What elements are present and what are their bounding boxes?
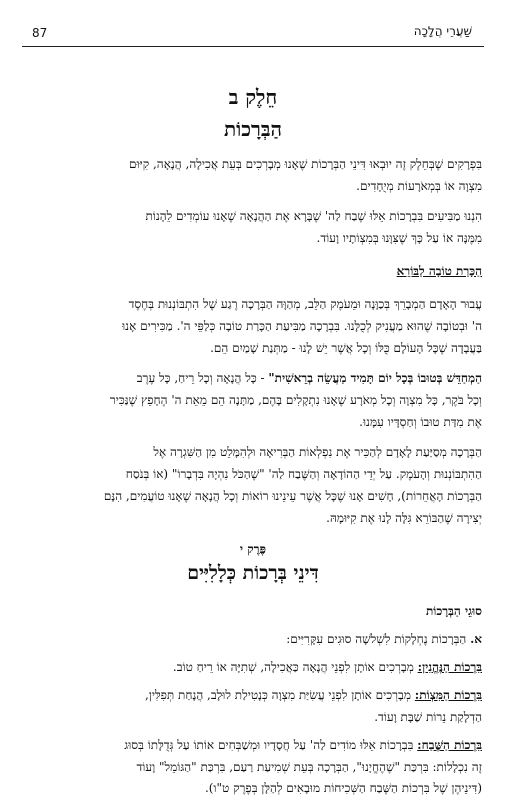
page-number: 87 xyxy=(32,26,48,40)
body-line: יְצִירָה שֶׁהַבּוֹרֵא גִּלָּה לָנוּ אֶת קִיּוּמָהּ. xyxy=(326,511,482,525)
item-label: א. xyxy=(470,632,482,646)
item-label: בִּרְכוֹת הַשֶּׁבַח: xyxy=(417,738,482,752)
body-line: הַדְלָקַת נֵרוֹת שַׁבָּת וָעוֹד. xyxy=(374,710,482,724)
body-line: הַבְּרָכוֹת הָאֲחֵרוֹת), חָשִׁים אָנוּ שֶׁכָּל אֲשֶׁר עֵינֵינוּ רוֹאוֹת וְכָל הֲנָאָה שֶׁאָנוּ טוֹעֲמִים, הִנָּם xyxy=(103,489,482,503)
intro-line: מִצְוָה אוֹ בְּמְאֹרָעוֹת מְיֻחָדִים. xyxy=(356,179,482,193)
intro-line: מִמֶּנָּה אוֹ עַל כָּךְ שֶׁצִּוָּנוּ בְּמִצְוֹתָיו וָעוֹד. xyxy=(316,231,482,245)
body-line: וְכָל בֹּקֶר, כָּל מִצְוָה וְכָל מְאֹרָע שֶׁאָנוּ נִתְקָלִים בָּהֶם, מַתָּנָה הֵם מֵאֵת ה' הֶחָפֵץ שֶׁנַּכִּיר xyxy=(109,393,482,407)
list-item xyxy=(24,734,482,756)
part-title: הַבְּרָכוֹת xyxy=(223,118,283,140)
item-text: הַבְּרָכוֹת נֶחְלָקוֹת לִשְׁלֹשָׁה סוּגִים עִקָּרִיִּים: xyxy=(286,632,471,646)
item-text: בִּבְרָכוֹת אֵלּוּ מוֹדִים לַה' עַל חֲסָדָיו וּמְשַׁבְּחִים אוֹתוֹ עַל גְּדֻלָּתוֹ בְּסוּג xyxy=(124,738,418,752)
body-text: - כָּל הֲנָאָה וְכָל רֵיחַ, כָּל עֶרֶב xyxy=(136,371,269,385)
item-text: מְבָרְכִים אוֹתָן לִפְנֵי עֲשִׂיַּת מִצְוָה כְּנָטִילַת לוּלָב, הֲנָחַת תְּפִלִּין, xyxy=(144,688,415,702)
running-title: שַׁעֲרֵי הֲלָכָה xyxy=(413,24,472,38)
chapter-title: דִּינֵי בְּרָכוֹת כְּלָלִיִּים xyxy=(187,562,319,584)
body-line xyxy=(24,367,482,389)
item-label: בִּרְכוֹת הַנֶּהֱנִין: xyxy=(417,660,482,674)
chapter-label: פֶּרֶק י xyxy=(239,542,267,556)
list-item xyxy=(24,656,482,678)
list-item xyxy=(24,684,482,706)
part-label: חֵלֶק ב xyxy=(228,86,278,108)
body-line: הַהִתְבּוֹנְנוּת וְהָעֹמֶק. עַל יְדֵי הַהוֹדָאָה וְהַשֶּׁבַח לַה' "שֶׁהַכֹּל נִהְיָה בִּדְבָרוֹ" (אוֹ בְּנֹסַח xyxy=(125,467,482,481)
item-label: בִּרְכוֹת הַמִּצְוֹת: xyxy=(414,688,482,702)
body-line: ה' וּבְטוֹבָה שֶׁהוּא מַעֲנִיק לְכֻלָּנוּ. בִּבְרָכָה מַבִּיעַת הַכָּרַת טוֹבָה כְּלַפֵּי ה'. מַכִּירִים אָנוּ xyxy=(122,319,482,333)
intro-line: בִּפְרָקִים שֶׁבְּחֵלֶק זֶה יוּבְאוּ דִּינֵי הַבְּרָכוֹת שֶׁאָנוּ מְבָרְכִים בְּעֵת אֲכִילָה, הֲנָאָה, קִיּוּם xyxy=(129,157,482,171)
body-line: אֶת מִדַּת טוּבוֹ וְחַסְדָּיו עִמָּנוּ. xyxy=(359,415,482,429)
page-header xyxy=(22,20,484,47)
list-item xyxy=(24,628,482,650)
body-line: בַּעֲבָדָה שֶׁכָּל הָעוֹלָם כֻּלּוֹ וְכָל אֲשֶׁר יֵשׁ לָנוּ - מַתְּנַת שָׁמַיִם הֵם. xyxy=(210,341,482,355)
section-heading: הַכָּרַת טוֹבָה לַבּוֹרֵא xyxy=(396,264,482,278)
body-line: הַבְּרָכָה מְסַיַּעַת לָאָדָם לְהַכִּיר אֶת נִפְלְאוֹת הַבְּרִיאָה וּלְהִמָּלֵט מִן הַשִּׁגְרָה אֶל xyxy=(153,445,482,459)
body-line: עֲבוּר הָאָדָם הַמְבָרֵךְ בְּכַוָּנָה וּמֵעֹמֶק הַלֵּב, מְהַוָּה הַבְּרָכָה רֶגַע שֶׁל הִתְבּוֹנְנוּת בְּחֶסֶד xyxy=(128,297,482,311)
section-heading: סוּגֵי הַבְּרָכוֹת xyxy=(425,604,482,618)
intro-line: הִנְנוּ מַבִּיעִים בִּבְרָכוֹת אֵלּוּ שֶׁבַח לַה' שֶׁבָּרָא אֶת הַהֲנָאָה שֶׁאָנוּ עוֹמְדִים לֵהָנוֹת xyxy=(145,209,482,223)
item-text: מְבָרְכִים אוֹתָן לִפְנֵי הֲנָאָה כַּאֲכִילָה, שְׁתִיָּה אוֹ רֵיחַ טוֹב. xyxy=(172,660,418,674)
quoted-blessing: הַמְחַדֵּשׁ בְּטוּבוֹ בְּכָל יוֹם תָּמִיד מַעֲשֵׂה בְרֵאשִׁית" xyxy=(268,371,482,385)
body-line: (דִּינֵיהֶן שֶׁל בִּרְכוֹת הַשֶּׁבַח הַשְּׁכִיחוֹת מוּבָאִים לְהַלָּן בְּפֶרֶק ט"ו). xyxy=(204,781,482,795)
body-line: זֶה נִכְלָלוֹת: בִּרְכַּת "שֶׁהֶחֱיָנוּ", הַבְּרָכָה בְּעֵת שְׁמִיעַת רַעַם, בִּרְכַּת "הַגּוֹמֵל" וָעוֹד xyxy=(136,760,482,774)
